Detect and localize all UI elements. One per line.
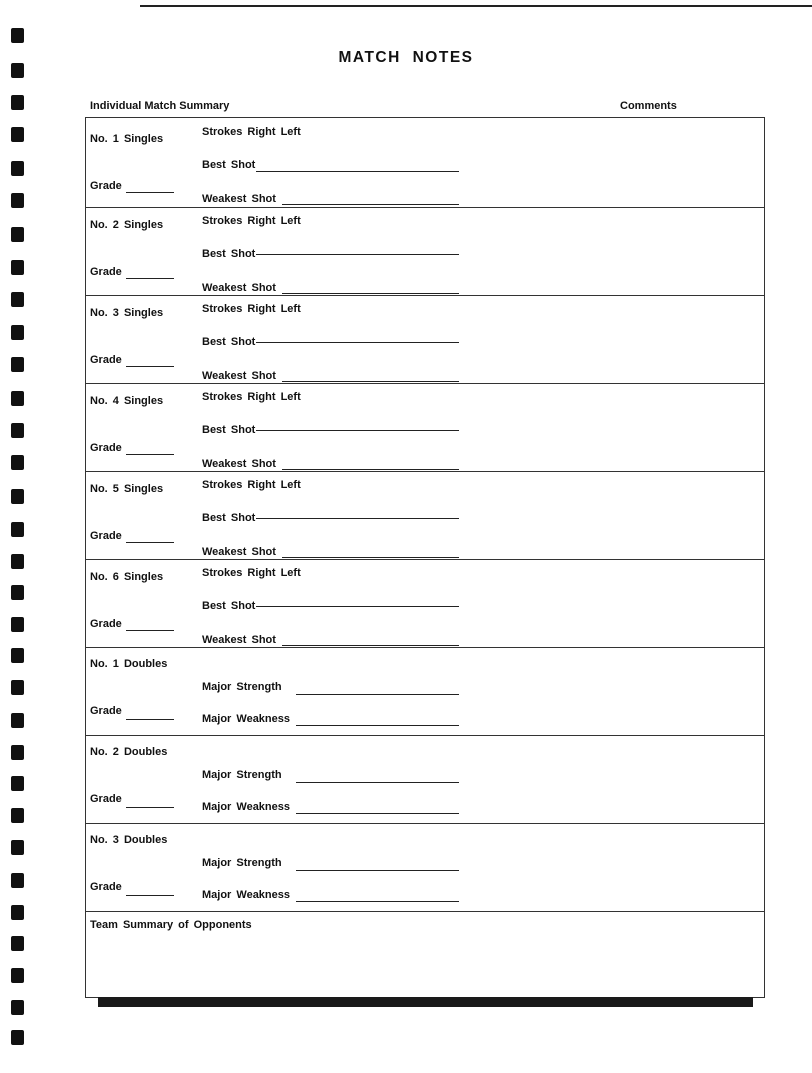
section-name: No. 5 Singles: [90, 483, 164, 495]
best-shot-field[interactable]: [256, 430, 459, 431]
binder-hole: [11, 554, 24, 569]
binder-hole: [11, 808, 24, 823]
strokes-label: Strokes Right Left: [202, 479, 301, 491]
page-title: MATCH NOTES: [338, 49, 474, 66]
binder-hole: [11, 522, 24, 537]
team-summary-section[interactable]: [86, 912, 764, 998]
binder-hole: [11, 617, 24, 632]
grade-label: Grade: [90, 705, 122, 717]
grade-label: Grade: [90, 618, 122, 630]
section-name: No. 3 Doubles: [90, 834, 168, 846]
major-weakness-field[interactable]: [296, 901, 459, 902]
doubles-section-2: [86, 736, 764, 824]
binder-hole: [11, 873, 24, 888]
singles-section-1: [86, 118, 764, 208]
major-weakness-label: Major Weakness: [202, 713, 291, 725]
strokes-label: Strokes Right Left: [202, 215, 301, 227]
strokes-label: Strokes Right Left: [202, 391, 301, 403]
team-summary-label: Team Summary of Opponents: [90, 919, 252, 931]
top-edge-line: [140, 5, 812, 7]
binder-holes: [11, 28, 25, 1058]
weakest-shot-label: Weakest Shot: [202, 282, 276, 294]
grade-field[interactable]: [126, 542, 174, 543]
grade-field[interactable]: [126, 278, 174, 279]
section-name: No. 3 Singles: [90, 307, 164, 319]
weakest-shot-label: Weakest Shot: [202, 546, 276, 558]
major-strength-field[interactable]: [296, 782, 459, 783]
best-shot-label: Best Shot: [202, 336, 256, 348]
best-shot-field[interactable]: [256, 606, 459, 607]
singles-section-5: [86, 472, 764, 560]
strokes-label: Strokes Right Left: [202, 303, 301, 315]
section-name: No. 2 Doubles: [90, 746, 168, 758]
major-strength-label: Major Strength: [202, 857, 282, 869]
match-notes-form: [85, 117, 765, 998]
binder-hole: [11, 1030, 24, 1045]
binder-hole: [11, 648, 24, 663]
singles-section-4: [86, 384, 764, 472]
weakest-shot-field[interactable]: [282, 645, 459, 646]
grade-label: Grade: [90, 530, 122, 542]
major-weakness-field[interactable]: [296, 813, 459, 814]
weakest-shot-label: Weakest Shot: [202, 458, 276, 470]
weakest-shot-field[interactable]: [282, 204, 459, 205]
grade-label: Grade: [90, 881, 122, 893]
binder-hole: [11, 713, 24, 728]
weakest-shot-label: Weakest Shot: [202, 634, 276, 646]
binder-hole: [11, 292, 24, 307]
best-shot-label: Best Shot: [202, 424, 256, 436]
binder-hole: [11, 391, 24, 406]
best-shot-field[interactable]: [256, 171, 459, 172]
binder-hole: [11, 745, 24, 760]
best-shot-label: Best Shot: [202, 600, 256, 612]
strokes-label: Strokes Right Left: [202, 567, 301, 579]
grade-field[interactable]: [126, 630, 174, 631]
binder-hole: [11, 161, 24, 176]
major-strength-field[interactable]: [296, 694, 459, 695]
grade-field[interactable]: [126, 719, 174, 720]
weakest-shot-field[interactable]: [282, 557, 459, 558]
grade-field[interactable]: [126, 366, 174, 367]
singles-section-3: [86, 296, 764, 384]
binder-hole: [11, 325, 24, 340]
binder-hole: [11, 357, 24, 372]
major-weakness-field[interactable]: [296, 725, 459, 726]
binder-hole: [11, 840, 24, 855]
binder-hole: [11, 1000, 24, 1015]
best-shot-label: Best Shot: [202, 248, 256, 260]
major-weakness-label: Major Weakness: [202, 889, 291, 901]
doubles-section-1: [86, 648, 764, 736]
weakest-shot-label: Weakest Shot: [202, 193, 276, 205]
major-strength-field[interactable]: [296, 870, 459, 871]
best-shot-field[interactable]: [256, 342, 459, 343]
binder-hole: [11, 28, 24, 43]
doubles-section-3: [86, 824, 764, 912]
binder-hole: [11, 776, 24, 791]
strokes-label: Strokes Right Left: [202, 126, 301, 138]
binder-hole: [11, 489, 24, 504]
binder-hole: [11, 95, 24, 110]
section-name: No. 1 Doubles: [90, 658, 168, 670]
best-shot-field[interactable]: [256, 518, 459, 519]
binder-hole: [11, 423, 24, 438]
binder-hole: [11, 227, 24, 242]
weakest-shot-field[interactable]: [282, 381, 459, 382]
individual-match-summary-heading: Individual Match Summary: [90, 100, 230, 112]
grade-field[interactable]: [126, 895, 174, 896]
grade-label: Grade: [90, 442, 122, 454]
binder-hole: [11, 905, 24, 920]
grade-field[interactable]: [126, 807, 174, 808]
major-strength-label: Major Strength: [202, 681, 282, 693]
major-weakness-label: Major Weakness: [202, 801, 291, 813]
binder-hole: [11, 585, 24, 600]
grade-field[interactable]: [126, 192, 174, 193]
best-shot-field[interactable]: [256, 254, 459, 255]
best-shot-label: Best Shot: [202, 512, 256, 524]
best-shot-label: Best Shot: [202, 159, 256, 171]
binder-hole: [11, 193, 24, 208]
major-strength-label: Major Strength: [202, 769, 282, 781]
grade-label: Grade: [90, 266, 122, 278]
section-name: No. 4 Singles: [90, 395, 164, 407]
grade-label: Grade: [90, 180, 122, 192]
weakest-shot-field[interactable]: [282, 469, 459, 470]
section-name: No. 1 Singles: [90, 133, 164, 145]
binder-hole: [11, 455, 24, 470]
weakest-shot-field[interactable]: [282, 293, 459, 294]
section-name: No. 2 Singles: [90, 219, 164, 231]
comments-heading: Comments: [620, 100, 677, 112]
grade-label: Grade: [90, 793, 122, 805]
binder-hole: [11, 968, 24, 983]
binder-hole: [11, 680, 24, 695]
singles-section-2: [86, 208, 764, 296]
bottom-edge-bar: [98, 997, 753, 1007]
binder-hole: [11, 936, 24, 951]
section-name: No. 6 Singles: [90, 571, 164, 583]
grade-label: Grade: [90, 354, 122, 366]
grade-field[interactable]: [126, 454, 174, 455]
binder-hole: [11, 127, 24, 142]
binder-hole: [11, 260, 24, 275]
singles-section-6: [86, 560, 764, 648]
weakest-shot-label: Weakest Shot: [202, 370, 276, 382]
